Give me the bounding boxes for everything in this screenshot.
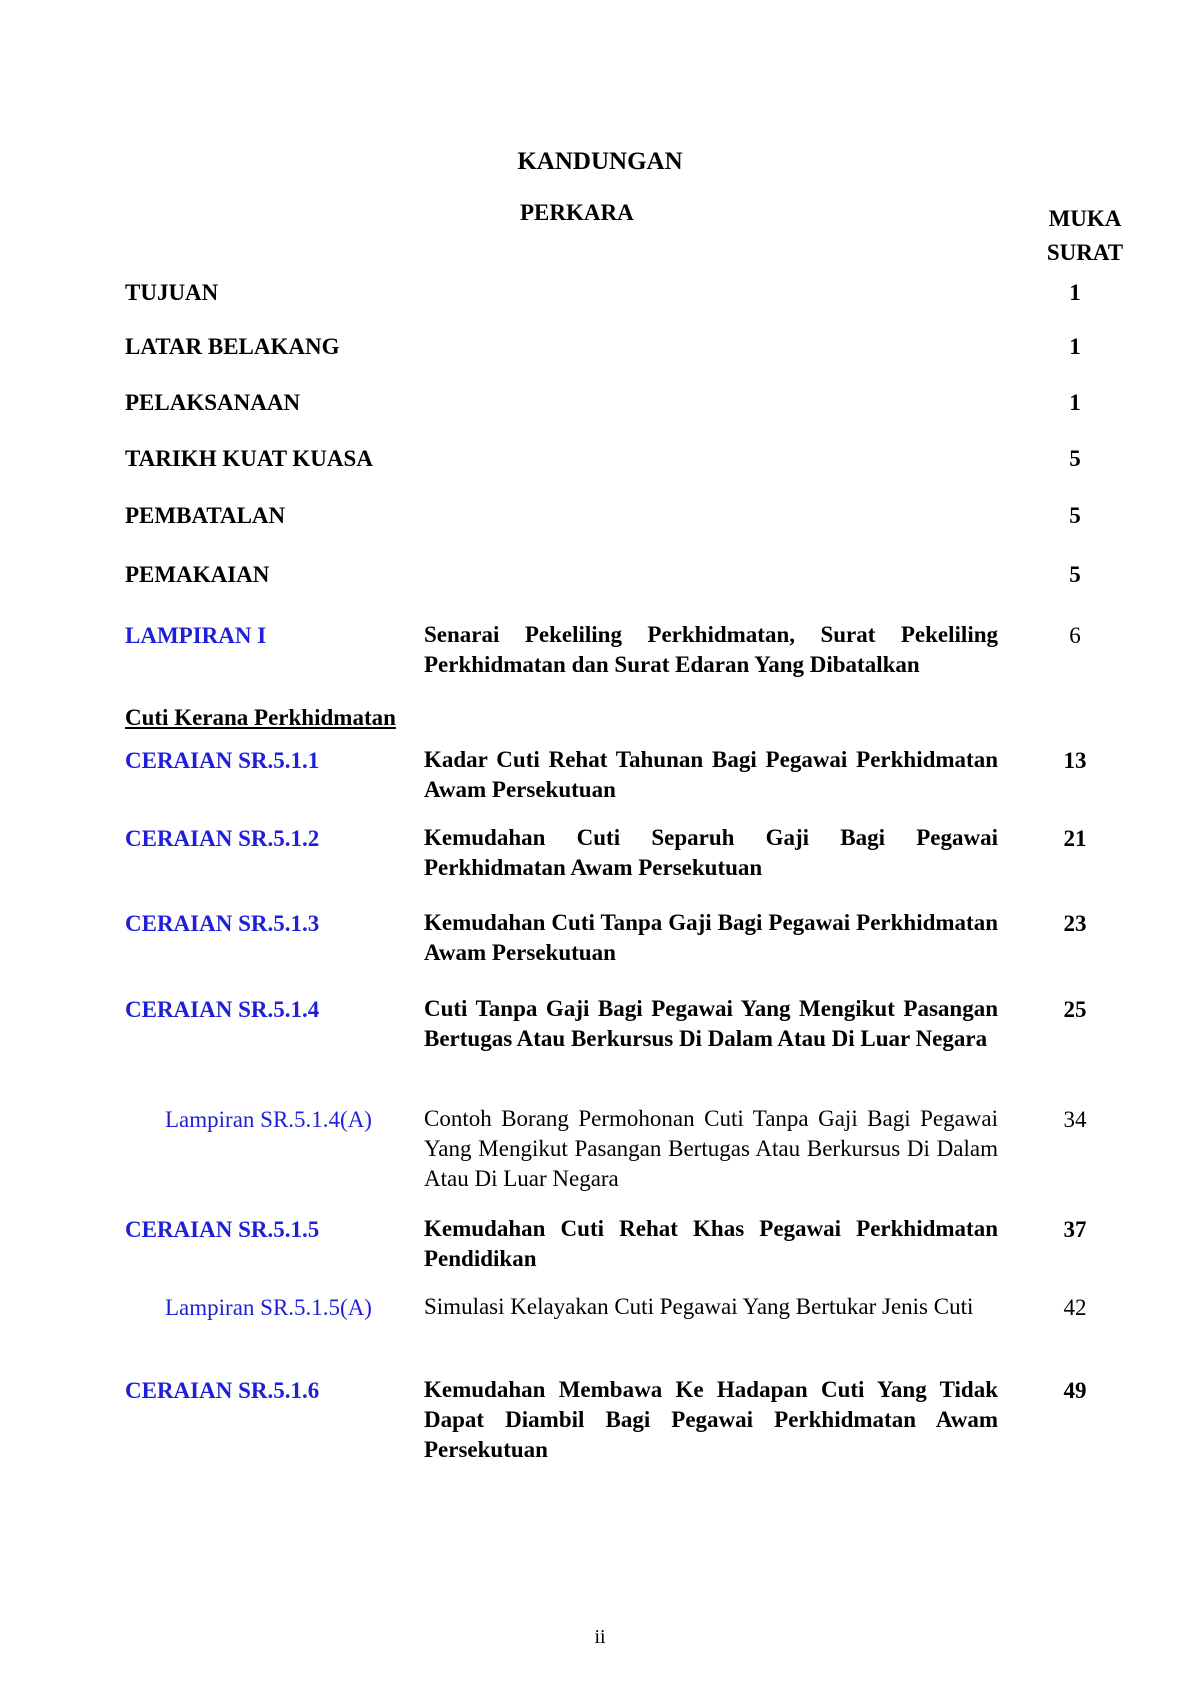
ceraian-description: Kemudahan Cuti Separuh Gaji Bagi Pegawai Perkhidmatan Awam Persekutuan <box>424 825 998 880</box>
lampiran-link[interactable]: Lampiran SR.5.1.4(A) <box>165 1107 372 1132</box>
section-label: TUJUAN <box>125 280 219 305</box>
muka-surat-header <box>1030 202 1140 270</box>
page-number-footer: ii <box>594 1626 606 1648</box>
ceraian-link[interactable]: CERAIAN SR.5.1.1 <box>125 748 320 773</box>
ceraian-page: 37 <box>1063 1217 1087 1242</box>
document-title: KANDUNGAN <box>517 148 683 175</box>
ceraian-page: 13 <box>1063 748 1087 773</box>
perkara-header: PERKARA <box>520 200 634 225</box>
lampiran-page: 34 <box>1063 1107 1087 1132</box>
ceraian-description: Kadar Cuti Rehat Tahunan Bagi Pegawai Perkhidmatan Awam Persekutuan <box>424 747 998 802</box>
section-page: 5 <box>1069 446 1081 471</box>
lampiran-page: 42 <box>1063 1295 1087 1320</box>
ceraian-link[interactable]: CERAIAN SR.5.1.5 <box>125 1217 320 1242</box>
muka-header-line2: SURAT <box>1046 240 1124 265</box>
muka-header-line1: MUKA <box>1048 206 1122 231</box>
subheading-cuti: Cuti Kerana Perkhidmatan <box>125 705 396 730</box>
ceraian-page: 23 <box>1063 911 1087 936</box>
ceraian-link[interactable]: CERAIAN SR.5.1.3 <box>125 911 320 936</box>
ceraian-description: Kemudahan Cuti Tanpa Gaji Bagi Pegawai Perkhidmatan Awam Persekutuan <box>424 910 998 965</box>
ceraian-page: 49 <box>1063 1378 1087 1403</box>
ceraian-description: Kemudahan Cuti Rehat Khas Pegawai Perkhidmatan Pendidikan <box>424 1216 998 1271</box>
lampiran-i-link[interactable]: LAMPIRAN I <box>125 623 267 648</box>
section-page: 5 <box>1069 562 1081 587</box>
lampiran-i-page: 6 <box>1069 623 1081 648</box>
section-page: 5 <box>1069 503 1081 528</box>
section-page: 1 <box>1069 280 1081 305</box>
ceraian-description: Cuti Tanpa Gaji Bagi Pegawai Yang Mengikut Pasangan Bertugas Atau Berkursus Di Dalam Atau Di Luar Negara <box>424 996 998 1051</box>
section-label: TARIKH KUAT KUASA <box>125 446 373 471</box>
ceraian-link[interactable]: CERAIAN SR.5.1.2 <box>125 826 320 851</box>
section-label: LATAR BELAKANG <box>125 334 340 359</box>
section-label: PELAKSANAAN <box>125 390 301 415</box>
lampiran-description: Simulasi Kelayakan Cuti Pegawai Yang Bertukar Jenis Cuti <box>424 1294 974 1319</box>
section-label: PEMBATALAN <box>125 503 286 528</box>
section-label: PEMAKAIAN <box>125 562 270 587</box>
ceraian-page: 21 <box>1063 826 1087 851</box>
lampiran-description: Contoh Borang Permohonan Cuti Tanpa Gaji Bagi Pegawai Yang Mengikut Pasangan Bertugas Atau Berkursus Di Dalam Atau Di Luar Negara <box>424 1106 998 1191</box>
lampiran-link[interactable]: Lampiran SR.5.1.5(A) <box>165 1295 372 1320</box>
ceraian-description: Kemudahan Membawa Ke Hadapan Cuti Yang Tidak Dapat Diambil Bagi Pegawai Perkhidmatan Awam Persekutuan <box>424 1377 998 1462</box>
ceraian-link[interactable]: CERAIAN SR.5.1.4 <box>125 997 320 1022</box>
section-page: 1 <box>1069 334 1081 359</box>
section-page: 1 <box>1069 390 1081 415</box>
ceraian-page: 25 <box>1063 997 1087 1022</box>
lampiran-i-description: Senarai Pekeliling Perkhidmatan, Surat Pekeliling Perkhidmatan dan Surat Edaran Yang Dibatalkan <box>424 622 998 677</box>
ceraian-link[interactable]: CERAIAN SR.5.1.6 <box>125 1378 320 1403</box>
